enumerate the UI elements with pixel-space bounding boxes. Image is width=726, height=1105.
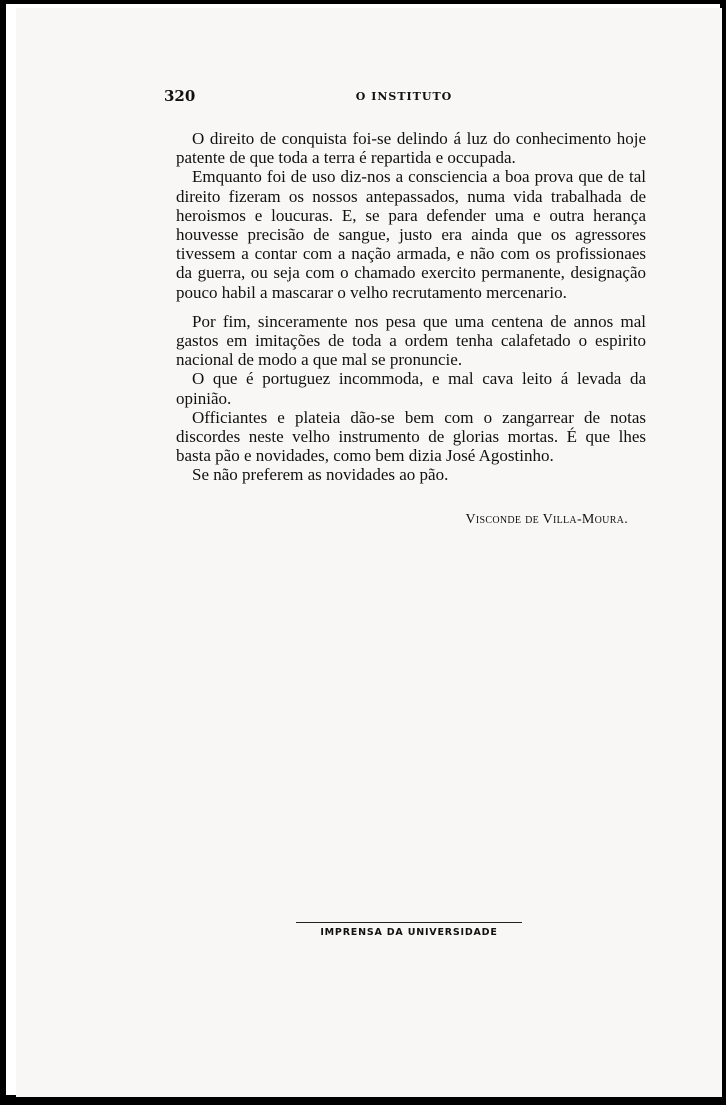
body-text	[176, 129, 646, 485]
document-page	[16, 8, 722, 1097]
running-head	[164, 87, 644, 111]
footer-rule	[296, 922, 522, 923]
paragraph-officiants: Officiantes e plateia dão-se bem com o zangarrear de notas discordes neste velho instrumento de glorias mortas. É que lhes basta pão e novidades, como bem dizia José Agostinho.	[176, 407, 646, 466]
paragraph-conquest: O direito de conquista foi-se delindo á luz do conhecimento hoje patente de que toda a terra é repartida e occupada.	[176, 129, 646, 168]
page-number: 320	[164, 87, 196, 105]
paragraph-ancestors: Emquanto foi de uso diz-nos a consciencia a boa prova que de tal direito fizeram os nossos antepassados, numa vida trabalhada de heroismos e loucuras. E, se para defender uma e outra herança houvesse precisão de sangue, justo era ainda que os agressores tivessem a contar com a nação armada, e não com os profissionaes da guerra, ou seja com o chamado exercito permanente, designação pouco habil a mascarar o velho recrutamento mercenario.	[176, 167, 646, 302]
author-signature: Visconde de Villa-Moura.	[465, 512, 628, 527]
paragraph-portuguese: O que é portuguez incommoda, e mal cava leito á levada da opinião.	[176, 369, 646, 408]
journal-title: O INSTITUTO	[355, 90, 453, 103]
printer-imprint: IMPRENSA DA UNIVERSIDADE	[320, 927, 498, 938]
paragraph-national-spirit: Por fim, sinceramente nos pesa que uma centena de annos mal gastos em imitações de toda a ordem tenha calafetado o espirito nacional de modo a que mal se pronuncie.	[176, 311, 646, 370]
paragraph-closing: Se não preferem as novidades ao pão.	[192, 465, 449, 485]
